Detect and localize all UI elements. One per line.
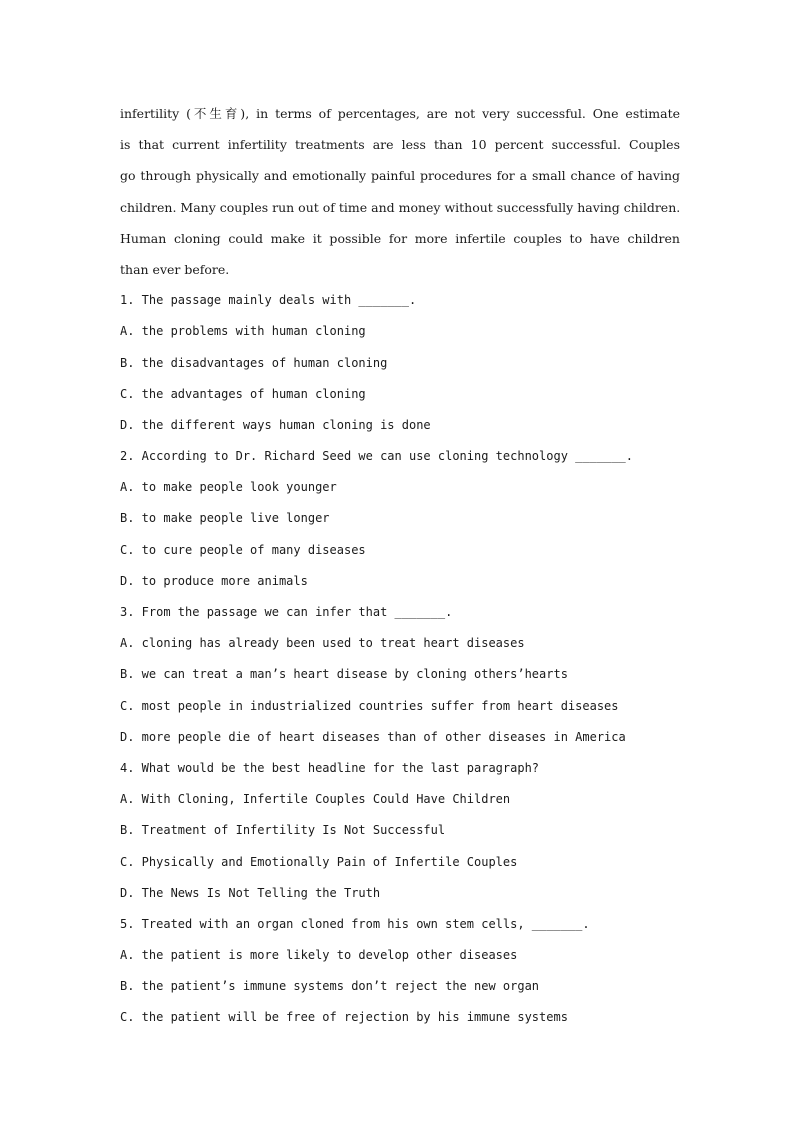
passage-line: children. Many couples run out of time and money without successfully having children. <box>120 199 681 215</box>
question-stem: 1. The passage mainly deals with _______. <box>120 293 417 308</box>
question-5 <box>120 909 680 1034</box>
question-stem: 5. Treated with an organ cloned from his own stem cells, _______. <box>120 916 590 931</box>
answer-option: B. the disadvantages of human cloning <box>120 355 388 370</box>
answer-option: C. Physically and Emotionally Pain of Infertile Couples <box>120 854 518 869</box>
passage-line: than ever before. <box>120 261 230 277</box>
question-stem: 4. What would be the best headline for the last paragraph? <box>120 760 540 775</box>
answer-option: D. the different ways human cloning is done <box>120 417 431 432</box>
document-content <box>120 98 680 1034</box>
answer-option: C. most people in industrialized countries suffer from heart diseases <box>120 698 619 713</box>
question-stem: 2. According to Dr. Richard Seed we can use cloning technology _______. <box>120 449 633 464</box>
answer-option: A. the problems with human cloning <box>120 324 366 339</box>
answer-option: A. cloning has already been used to treat heart diseases <box>120 636 525 651</box>
question-1 <box>120 285 680 441</box>
answer-option: D. more people die of heart diseases than of other diseases in America <box>120 729 626 744</box>
answer-option: D. The News Is Not Telling the Truth <box>120 885 381 900</box>
answer-option: A. to make people look younger <box>120 480 337 495</box>
answer-option: B. the patient’s immune systems don’t reject the new organ <box>120 979 540 994</box>
answer-option: C. to cure people of many diseases <box>120 542 366 557</box>
answer-option: B. to make people live longer <box>120 511 330 526</box>
passage-line: infertility (不生育), in terms of percentages, are not very successful. One estimate <box>120 106 680 121</box>
passage-line: is that current infertility treatments are less than 10 percent successful. Couples <box>120 137 680 153</box>
answer-option: D. to produce more animals <box>120 573 308 588</box>
passage-paragraph <box>120 98 680 285</box>
passage-line: go through physically and emotionally painful procedures for a small chance of having <box>120 168 680 184</box>
passage-line: Human cloning could make it possible for more infertile couples to have children <box>120 230 680 246</box>
question-3 <box>120 597 680 753</box>
answer-option: A. With Cloning, Infertile Couples Could Have Children <box>120 792 511 807</box>
question-4 <box>120 753 680 909</box>
question-stem: 3. From the passage we can infer that _______. <box>120 605 453 619</box>
answer-option: B. Treatment of Infertility Is Not Successful <box>120 823 446 838</box>
answer-option: C. the advantages of human cloning <box>120 386 366 401</box>
answer-option: A. the patient is more likely to develop other diseases <box>120 948 518 963</box>
question-2 <box>120 441 680 597</box>
answer-option: B. we can treat a man’s heart disease by cloning others’hearts <box>120 667 568 682</box>
answer-option: C. the patient will be free of rejection by his immune systems <box>120 1010 568 1025</box>
